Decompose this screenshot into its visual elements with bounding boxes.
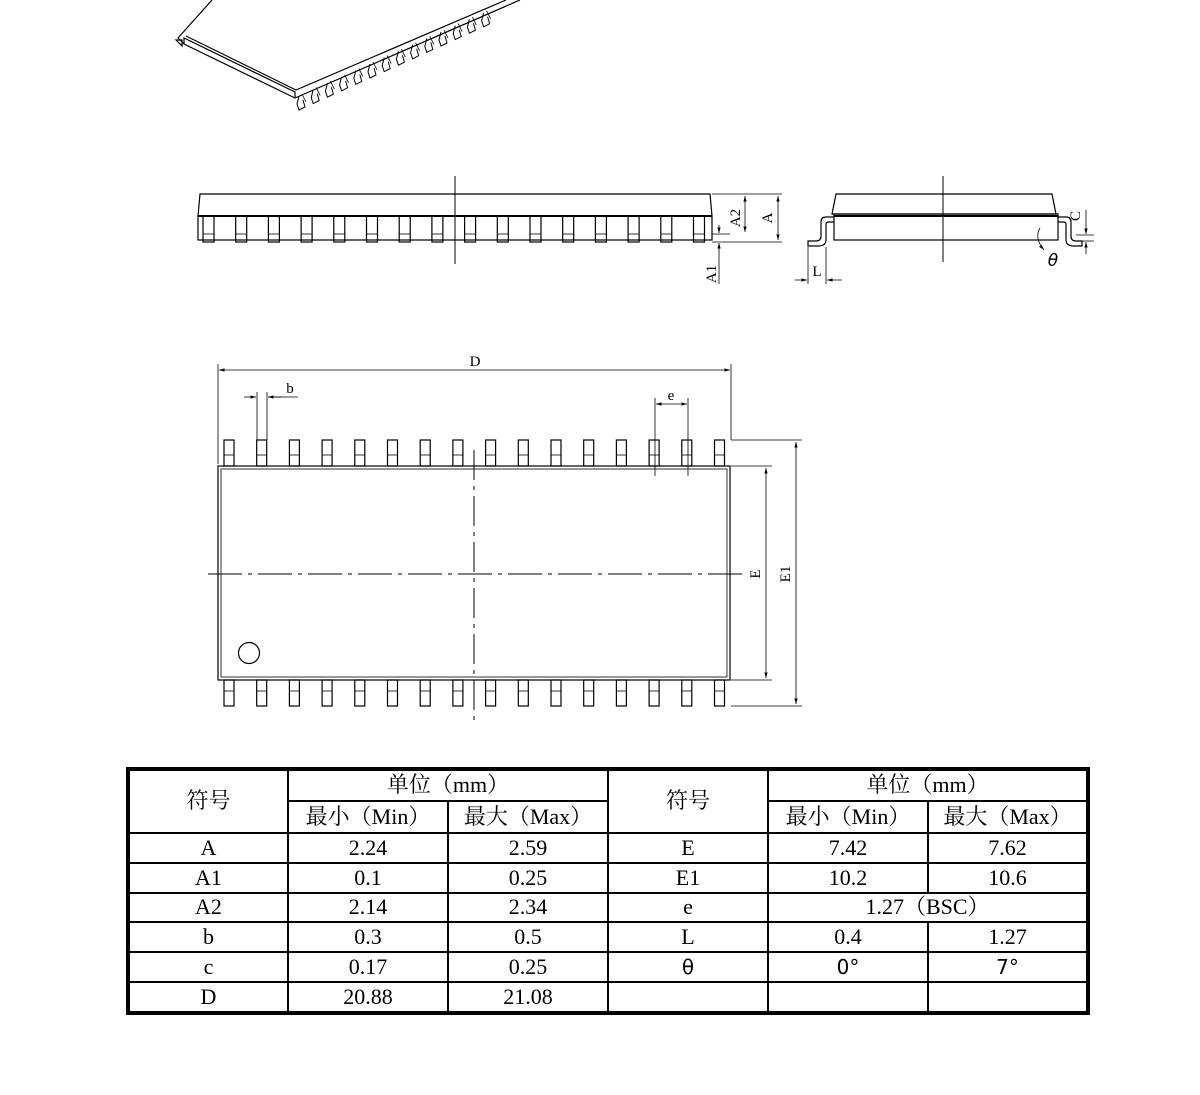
label-A: A xyxy=(760,212,776,224)
symbol-cell: A2 xyxy=(128,893,288,923)
lead-bottom xyxy=(355,680,365,706)
dimension-table xyxy=(126,767,1090,1015)
unit-header: 单位（mm） xyxy=(768,769,1088,801)
lead-top xyxy=(224,440,234,466)
lead-top xyxy=(682,440,692,466)
max-cell: 2.59 xyxy=(448,833,608,863)
min-cell: 10.2 xyxy=(768,863,928,893)
lead-top xyxy=(257,440,267,466)
lead-bottom xyxy=(322,680,332,706)
symbol-cell: c xyxy=(128,952,288,982)
lead-side xyxy=(203,216,214,242)
side-view-front xyxy=(198,176,782,284)
lead-top xyxy=(322,440,332,466)
lead-bottom xyxy=(453,680,463,706)
lead-side xyxy=(661,216,672,242)
top-view xyxy=(208,364,802,720)
lead-side xyxy=(268,216,279,242)
max-cell xyxy=(928,982,1088,1013)
lead-bottom xyxy=(551,680,561,706)
lead-side xyxy=(530,216,541,242)
lead-bottom xyxy=(289,680,299,706)
lead-side xyxy=(465,216,476,242)
lead-side xyxy=(497,216,508,242)
min-header: 最小（Min） xyxy=(768,801,928,833)
lead-top xyxy=(486,440,496,466)
min-header: 最小（Min） xyxy=(288,801,448,833)
lead-side xyxy=(595,216,606,242)
symbol-cell: E xyxy=(608,833,768,863)
label-theta: θ xyxy=(1047,251,1059,271)
min-cell xyxy=(768,982,928,1013)
lead-top xyxy=(453,440,463,466)
lead-side xyxy=(236,216,247,242)
pin1-marker xyxy=(239,643,260,664)
max-cell: 1.27 xyxy=(928,922,1088,952)
symbol-cell: e xyxy=(608,893,768,923)
label-A1: A1 xyxy=(704,264,720,284)
symbol-cell: D xyxy=(128,982,288,1013)
max-cell: 21.08 xyxy=(448,982,608,1013)
table-row xyxy=(128,982,1088,1013)
symbol-cell: A1 xyxy=(128,863,288,893)
symbol-cell: E1 xyxy=(608,863,768,893)
label-C: C xyxy=(1068,210,1084,222)
min-cell: 2.14 xyxy=(288,893,448,923)
lead-top xyxy=(420,440,430,466)
min-cell: 0.3 xyxy=(288,922,448,952)
lead-top xyxy=(289,440,299,466)
lead-side xyxy=(399,216,410,242)
min-cell: 0.17 xyxy=(288,952,448,982)
label-D: D xyxy=(469,354,481,370)
lead-side xyxy=(432,216,443,242)
lead-side xyxy=(694,216,705,242)
max-cell: 0.25 xyxy=(448,952,608,982)
label-E: E xyxy=(748,569,764,579)
lead-top xyxy=(584,440,594,466)
lead-top xyxy=(715,440,725,466)
label-L: L xyxy=(812,264,822,280)
min-cell: 7.42 xyxy=(768,833,928,863)
lead-bottom xyxy=(518,680,528,706)
lead-bottom xyxy=(420,680,430,706)
table-row xyxy=(128,893,1088,923)
symbol-cell: A xyxy=(128,833,288,863)
lead-top xyxy=(616,440,626,466)
min-cell: 0.1 xyxy=(288,863,448,893)
label-e: e xyxy=(667,388,675,404)
lead-side xyxy=(301,216,312,242)
table-row xyxy=(128,922,1088,952)
lead-bottom xyxy=(649,680,659,706)
max-cell: 7° xyxy=(928,952,1088,982)
max-cell: 7.62 xyxy=(928,833,1088,863)
lead-top xyxy=(518,440,528,466)
table-row xyxy=(128,863,1088,893)
label-A2: A2 xyxy=(728,208,744,228)
lead-bottom xyxy=(388,680,398,706)
lead-side xyxy=(367,216,378,242)
lead-bottom xyxy=(584,680,594,706)
label-E1: E1 xyxy=(778,565,794,583)
table-row xyxy=(128,833,1088,863)
table-row xyxy=(128,952,1088,982)
lead-bottom xyxy=(486,680,496,706)
symbol-cell: L xyxy=(608,922,768,952)
lead-top xyxy=(355,440,365,466)
symbol-header: 符号 xyxy=(128,769,288,833)
min-cell: 20.88 xyxy=(288,982,448,1013)
lead-side xyxy=(563,216,574,242)
max-header: 最大（Max） xyxy=(928,801,1088,833)
max-cell: 0.25 xyxy=(448,863,608,893)
lead-side xyxy=(628,216,639,242)
lead-bottom xyxy=(224,680,234,706)
lead-top xyxy=(649,440,659,466)
min-cell: 2.24 xyxy=(288,833,448,863)
max-cell: 2.34 xyxy=(448,893,608,923)
lead-top xyxy=(551,440,561,466)
label-b: b xyxy=(286,381,294,397)
span-cell: 1.27（BSC） xyxy=(768,893,1088,923)
lead-bottom xyxy=(682,680,692,706)
max-header: 最大（Max） xyxy=(448,801,608,833)
symbol-cell: b xyxy=(128,922,288,952)
lead-bottom xyxy=(715,680,725,706)
lead-bottom xyxy=(257,680,267,706)
symbol-cell xyxy=(608,982,768,1013)
table-header-row xyxy=(128,769,1088,801)
lead-bottom xyxy=(616,680,626,706)
min-cell: 0° xyxy=(768,952,928,982)
unit-header: 单位（mm） xyxy=(288,769,608,801)
max-cell: 0.5 xyxy=(448,922,608,952)
min-cell: 0.4 xyxy=(768,922,928,952)
package-3d-view xyxy=(176,0,520,110)
lead-top xyxy=(388,440,398,466)
symbol-header: 符号 xyxy=(608,769,768,833)
lead-side xyxy=(334,216,345,242)
max-cell: 10.6 xyxy=(928,863,1088,893)
symbol-cell: θ xyxy=(608,952,768,982)
